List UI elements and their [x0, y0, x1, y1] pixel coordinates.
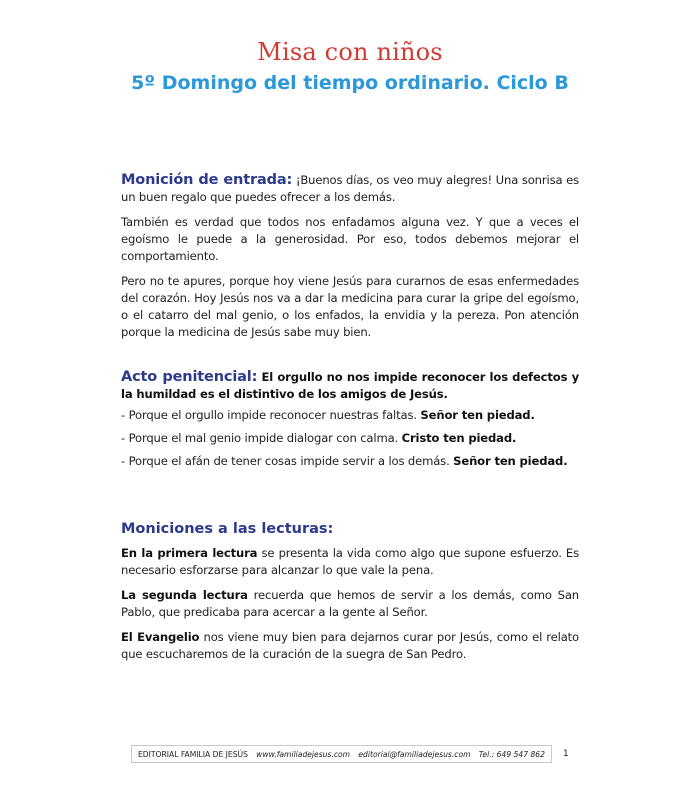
monicion-entrada-first-text: ¡Buenos días, os veo muy alegres! Una sonrisa es un buen regalo que puedes ofrecer a los demás. — [121, 173, 579, 204]
invocation-response: Señor ten piedad. — [453, 454, 568, 468]
lectura-label: En la primera lectura — [121, 546, 258, 560]
monicion-entrada-paragraph: También es verdad que todos nos enfadamos alguna vez. Y que a veces el egoísmo le puede a la generosidad. Por eso, todos debemos mejorar el comportamiento. — [121, 215, 579, 263]
invocation-text: - Porque el mal genio impide dialogar con calma. — [121, 431, 402, 445]
lectura-text: nos viene muy bien para dejarnos curar por Jesús, como el relato que escucharemos de la curación de la suegra de San Pedro. — [121, 630, 579, 661]
lectura-item — [121, 587, 579, 621]
footer-website-link[interactable]: www.familiadejesus.com — [256, 749, 351, 759]
invocation-text: - Porque el orgullo impide reconocer nuestras faltas. — [121, 408, 421, 422]
section-monicion-entrada — [121, 172, 579, 349]
lectura-item — [121, 545, 579, 579]
invocation-response: Cristo ten piedad. — [401, 431, 517, 445]
section-acto-penitencial — [121, 369, 579, 476]
acto-penitencial-intro — [121, 369, 579, 403]
lectura-label: El Evangelio — [121, 630, 200, 644]
invocation-line — [121, 407, 579, 424]
lectura-label: La segunda lectura — [121, 588, 248, 602]
footer-email-link[interactable]: editorial@familiadejesus.com — [358, 749, 471, 759]
lectura-item — [121, 629, 579, 663]
acto-penitencial-intro-text: El orgullo no nos impide reconocer los defectos y la humildad es el distintivo de los amigos de Jesús. — [121, 370, 579, 401]
section-heading-acto-penitencial: Acto penitencial: — [121, 369, 258, 385]
invocation-text: - Porque el afán de tener cosas impide servir a los demás. — [121, 454, 454, 468]
invocation-response: Señor ten piedad. — [420, 408, 535, 422]
document-subtitle: 5º Domingo del tiempo ordinario. Ciclo B — [131, 72, 569, 94]
footer — [131, 745, 552, 763]
footer-publisher: EDITORIAL FAMILIA DE JESÚS — [138, 749, 248, 759]
section-heading-monicion-entrada: Monición de entrada: — [121, 172, 293, 188]
lectura-text: se presenta la vida como algo que supone esfuerzo. Es necesario esforzarse para alcanzar lo que vale la pena. — [121, 546, 580, 577]
section-heading-moniciones-lecturas: Moniciones a las lecturas: — [121, 521, 334, 537]
footer-phone: Tel.: 649 547 862 — [478, 749, 545, 759]
page-number: 1 — [563, 749, 569, 759]
section-moniciones-lecturas — [121, 521, 579, 671]
monicion-entrada-paragraph: Pero no te apures, porque hoy viene Jesús para curarnos de esas enfermedades del corazón. Hoy Jesús nos va a dar la medicina para curar la gripe del egoísmo, o el catarro del mal genio, o los enfados, la envidia y la pereza. Pon atención porque la medicina de Jesús sabe muy bien. — [121, 274, 579, 339]
invocation-line — [121, 430, 579, 447]
monicion-entrada-intro — [121, 172, 579, 206]
lectura-text: recuerda que hemos de servir a los demás, como San Pablo, que predicaba para acercar a la gente al Señor. — [121, 588, 579, 619]
document-title: Misa con niños — [257, 38, 443, 66]
invocation-line — [121, 453, 579, 470]
